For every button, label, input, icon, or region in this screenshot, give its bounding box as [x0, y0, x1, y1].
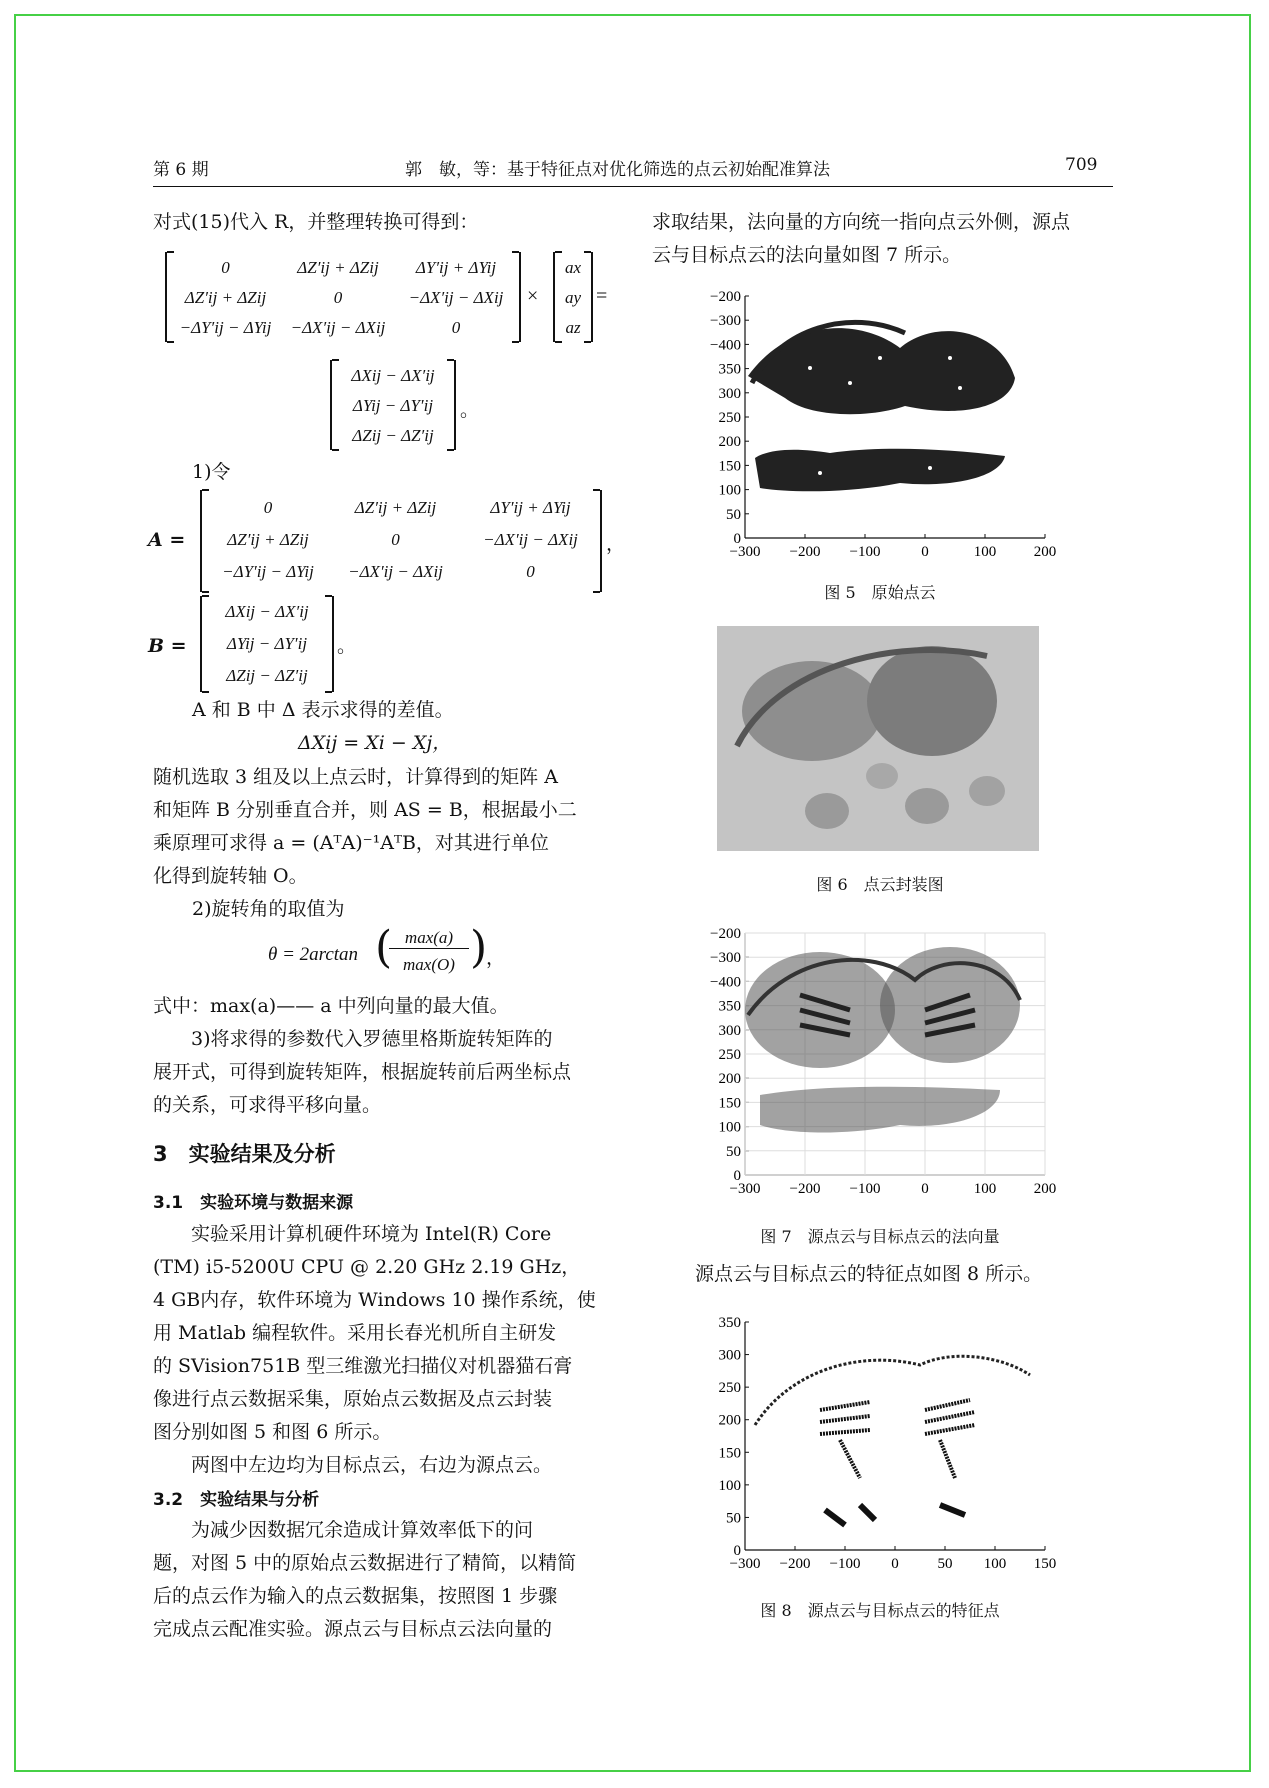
x-tick-label: 50 [937, 1556, 953, 1572]
period: 。 [337, 635, 357, 657]
fig8-chart [700, 1310, 1060, 1575]
x-tick-label: 100 [973, 544, 997, 560]
times-sign: × [527, 285, 539, 307]
line: 两图中左边均为目标点云，右边为源点云。 [191, 1454, 553, 1476]
m-cell: ΔY′ij + ΔYij [490, 498, 571, 517]
x-tick-label: 0 [921, 1181, 929, 1197]
x-tick-label: 200 [1033, 544, 1057, 560]
mesh-render [717, 626, 1039, 851]
line: 实验采用计算机硬件环境为 Intel(R) Core [191, 1223, 552, 1245]
y-tick-label: −400 [710, 974, 741, 991]
y-tick-label: −400 [710, 337, 741, 354]
x-tick-label: −300 [729, 544, 761, 560]
y-tick-label: −300 [710, 313, 741, 330]
m-cell: 0 [526, 562, 535, 581]
line: 和矩阵 B 分别垂直合并，则 AS = B，根据最小二 [153, 799, 577, 821]
y-tick-label: 350 [718, 361, 741, 378]
paragraph [652, 206, 1070, 272]
line: 后的点云作为输入的点云数据集，按照图 1 步骤 [153, 1585, 558, 1607]
y-tick-label: 350 [718, 1315, 741, 1331]
eq1-rhs [330, 360, 456, 450]
theta-denominator: max(O) [403, 955, 455, 974]
x-tick-label: −100 [849, 544, 881, 560]
line: 的关系，可求得平移向量。 [153, 1094, 382, 1116]
m-cell: 0 [333, 288, 343, 307]
v-cell: ΔXij − ΔX′ij [225, 602, 309, 621]
y-tick-label: 50 [726, 1510, 741, 1527]
line: 4 GB内存，软件环境为 Windows 10 操作系统，使 [153, 1289, 596, 1311]
m-cell: 0 [451, 318, 461, 337]
line: 随机选取 3 组及以上点云时，计算得到的矩阵 A [153, 766, 558, 788]
m-cell: 0 [263, 498, 273, 517]
y-tick-label: 50 [726, 1143, 741, 1160]
running-title: 郭 敏，等：基于特征点对优化筛选的点云初始配准算法 [405, 160, 830, 180]
eq1-matrix [165, 252, 521, 342]
line: 为减少因数据冗余造成计算效率低下的问 [191, 1519, 534, 1541]
x-tick-label: 0 [921, 544, 929, 560]
y-tick-label: 150 [718, 1445, 741, 1462]
line: 展开式，可得到旋转矩阵，根据旋转前后两坐标点 [153, 1061, 572, 1083]
line: 的 SVision751B 型三维激光扫描仪对机器猫石膏 [153, 1355, 573, 1377]
subsection-heading: 3.2 实验结果与分析 [153, 1490, 320, 1510]
y-tick-label: 350 [718, 998, 741, 1015]
fig8-caption: 图 8 源点云与目标点云的特征点 [760, 1601, 1000, 1620]
y-tick-label: 0 [733, 1543, 741, 1559]
y-tick-label: 250 [718, 1380, 741, 1397]
y-tick-label: 150 [718, 458, 741, 475]
A-label: A = [148, 529, 186, 551]
y-tick-label: 250 [718, 410, 741, 426]
line: 图分别如图 5 和图 6 所示。 [153, 1421, 392, 1443]
m-cell: −ΔY′ij − ΔYij [222, 562, 314, 581]
step2: 2)旋转角的取值为 [192, 898, 345, 920]
eq1-vector [553, 252, 593, 342]
section-heading: 3 实验结果及分析 [153, 1142, 336, 1166]
x-tick-label: −200 [779, 1556, 811, 1572]
issue-label: 第 6 期 [153, 160, 209, 180]
y-tick-label: 100 [718, 1477, 741, 1494]
comma: ， [486, 947, 506, 969]
paragraph [153, 761, 577, 893]
m-cell: ΔZ′ij + ΔZij [297, 258, 379, 277]
x-tick-label: −300 [729, 1556, 761, 1572]
paragraph [153, 1023, 571, 1122]
A-matrix [200, 490, 602, 592]
subsection-heading: 3.1 实验环境与数据来源 [153, 1193, 354, 1213]
line: 题，对图 5 中的原始点云数据进行了精简，以精简 [153, 1552, 577, 1574]
x-tick-label: −300 [729, 1181, 761, 1197]
fig7-caption: 图 7 源点云与目标点云的法向量 [760, 1227, 1000, 1246]
y-tick-label: 100 [718, 1119, 741, 1136]
B-label: B = [148, 635, 187, 657]
y-tick-label: 50 [726, 506, 741, 523]
v-cell: ΔYij − ΔY′ij [352, 396, 434, 415]
page-number: 709 [1065, 155, 1098, 175]
line: 像进行点云数据采集，原始点云数据及点云封装 [153, 1388, 553, 1410]
y-tick-label: 300 [718, 1022, 741, 1039]
step1: 1)令 [192, 461, 231, 483]
m-cell: −ΔX′ij − ΔXij [483, 530, 578, 549]
fig6-caption: 图 6 点云封装图 [816, 875, 944, 894]
v-cell: ax [564, 258, 582, 277]
y-tick-label: 250 [718, 1047, 741, 1063]
m-cell: 0 [391, 530, 400, 549]
y-tick-label: 150 [718, 1095, 741, 1112]
m-cell: ΔY′ij + ΔYij [415, 258, 497, 277]
x-tick-label: −200 [789, 544, 821, 560]
period: 。 [460, 399, 480, 421]
v-cell: az [565, 318, 581, 337]
m-cell: ΔZ′ij + ΔZij [354, 498, 437, 517]
line: 求取结果，法向量的方向统一指向点云外侧，源点 [652, 211, 1071, 233]
equals-sign: = [596, 285, 608, 307]
v-cell: ΔZij − ΔZ′ij [226, 666, 308, 685]
x-tick-label: −200 [789, 1181, 821, 1197]
x-tick-label: 150 [1033, 1556, 1057, 1572]
m-cell: −ΔX′ij − ΔXij [348, 562, 443, 581]
y-tick-label: 100 [718, 482, 741, 499]
delta-note: A 和 B 中 Δ 表示求得的差值。 [192, 699, 454, 721]
paren-open: ( [375, 922, 393, 973]
y-tick-label: −200 [710, 926, 741, 942]
y-tick-label: −200 [710, 289, 741, 305]
y-tick-label: −300 [710, 950, 741, 967]
header-rule [153, 186, 1113, 187]
v-cell: ΔZij − ΔZ′ij [352, 426, 434, 445]
x-tick-label: 100 [973, 1181, 997, 1197]
fig5-caption: 图 5 原始点云 [824, 583, 936, 602]
y-tick-label: 200 [718, 1071, 741, 1088]
B-matrix [200, 596, 334, 692]
line: 乘原理可求得 a = (AᵀA)⁻¹AᵀB，对其进行单位 [153, 832, 549, 854]
m-cell: −ΔY′ij − ΔYij [179, 318, 272, 337]
m-cell: −ΔX′ij − ΔXij [408, 288, 504, 307]
intro-text: 对式(15)代入 R，并整理转换可得到： [153, 211, 479, 233]
paragraph [153, 1514, 576, 1646]
where-note: 式中：max(a)—— a 中列向量的最大值。 [153, 995, 509, 1017]
line: 用 Matlab 编程软件。采用长春光机所自主研发 [153, 1322, 557, 1344]
line: (TM) i5-5200U CPU @ 2.20 GHz 2.19 GHz， [153, 1256, 581, 1278]
line: 3)将求得的参数代入罗德里格斯旋转矩阵的 [191, 1028, 553, 1050]
v-cell: ay [564, 288, 582, 307]
v-cell: ΔYij − ΔY′ij [226, 634, 308, 653]
line: 云与目标点云的法向量如图 7 所示。 [652, 244, 962, 266]
y-tick-label: 300 [718, 385, 741, 402]
x-tick-label: 0 [891, 1556, 899, 1572]
m-cell: ΔZ′ij + ΔZij [227, 530, 309, 549]
m-cell: ΔZ′ij + ΔZij [184, 288, 267, 307]
fig5-chart [700, 288, 1060, 568]
paragraph [153, 1218, 596, 1482]
comma: ， [606, 533, 626, 555]
line: 完成点云配准实验。源点云与目标点云法向量的 [153, 1618, 553, 1640]
paragraph: 源点云与目标点云的特征点如图 8 所示。 [695, 1263, 1043, 1285]
x-tick-label: −100 [829, 1556, 861, 1572]
theta-lhs: θ = 2arctan [268, 944, 359, 965]
y-tick-label: 0 [733, 1168, 741, 1184]
x-tick-label: 100 [983, 1556, 1007, 1572]
x-tick-label: −100 [849, 1181, 881, 1197]
y-tick-label: 300 [718, 1347, 741, 1364]
x-tick-label: 200 [1033, 1181, 1057, 1197]
v-cell: ΔXij − ΔX′ij [351, 366, 435, 385]
line: 化得到旋转轴 O。 [153, 865, 308, 887]
y-tick-label: 200 [718, 1412, 741, 1429]
paren-close: ) [470, 922, 488, 973]
y-tick-label: 0 [733, 531, 741, 547]
fig6-image [717, 626, 1039, 851]
m-cell: 0 [221, 258, 230, 277]
m-cell: −ΔX′ij − ΔXij [290, 318, 386, 337]
theta-numerator: max(a) [389, 928, 469, 949]
y-tick-label: 200 [718, 434, 741, 451]
delta-equation: ΔXij = Xi − Xj， [298, 732, 452, 754]
fig7-chart [700, 925, 1060, 1200]
